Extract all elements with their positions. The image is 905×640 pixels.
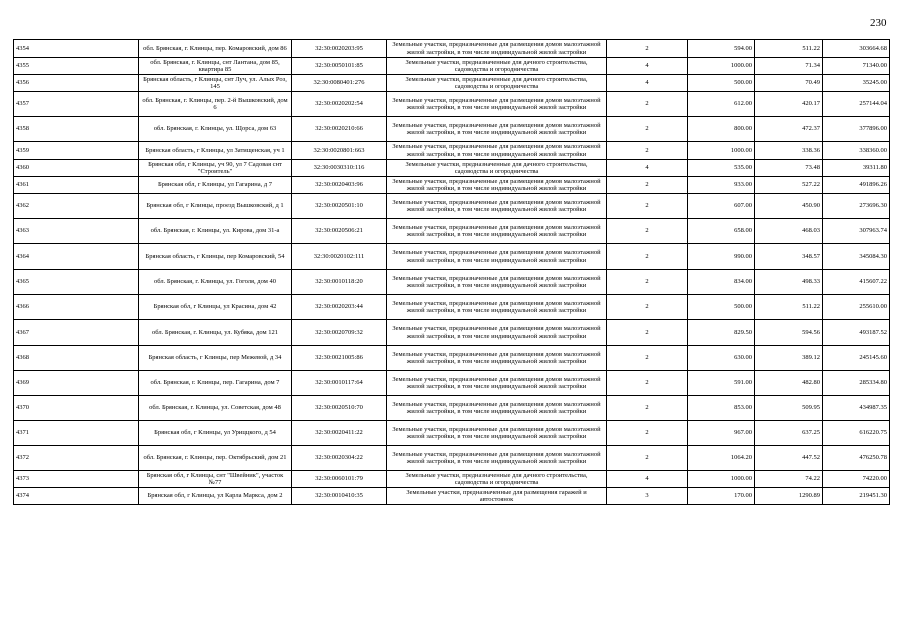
use-group-cell: 2 [607,346,688,371]
table-row [14,219,890,244]
address-cell: Брянская обл, г Клинцы, ул Гагарина, д 7 [139,177,292,194]
area-cell: 829.50 [688,320,755,346]
use-group-cell: 2 [607,40,688,58]
land-use-cell: Земельные участки, предназначенные для размещения домов малоэтажной жилой застройки, в том числе индивидуальной жилой застройки [387,92,607,117]
cadastral-value-cell: 345084.30 [823,244,890,270]
address-cell: Брянская область, г Клинцы, пер Комаровский, 54 [139,244,292,270]
cadastral-number-cell: 32:30:0020510:70 [292,396,387,421]
area-cell: 1000.00 [688,471,755,488]
table-row [14,117,890,142]
table-row [14,194,890,219]
land-use-cell: Земельные участки, предназначенные для размещения домов малоэтажной жилой застройки, в том числе индивидуальной жилой застройки [387,396,607,421]
address-cell: Брянская область, г Клинцы, ул Затищенская, уч 1 [139,142,292,160]
cadastral-number-cell: 32:30:0020709:32 [292,320,387,346]
table-row [14,92,890,117]
specific-value-cell: 348.57 [755,244,823,270]
cadastral-value-cell: 71340.00 [823,58,890,75]
cadastral-number-cell: 32:30:0020501:10 [292,194,387,219]
specific-value-cell: 594.56 [755,320,823,346]
use-group-cell: 4 [607,75,688,92]
table-row [14,346,890,371]
land-use-cell: Земельные участки, предназначенные для размещения домов малоэтажной жилой застройки, в том числе индивидуальной жилой застройки [387,142,607,160]
use-group-cell: 2 [607,446,688,471]
address-cell: обл. Брянская, г. Клинцы, ул. Щорса, дом 63 [139,117,292,142]
cadastral-number-cell: 32:30:0010117:64 [292,371,387,396]
cadastral-number-cell: 32:30:0020202:54 [292,92,387,117]
cadastral-number-cell: 32:30:0020506:21 [292,219,387,244]
row-number-cell: 4362 [14,194,139,219]
cadastral-number-cell: 32:30:0010118:20 [292,270,387,295]
specific-value-cell: 1290.89 [755,488,823,505]
area-cell: 607.00 [688,194,755,219]
cadastral-value-cell: 285334.80 [823,371,890,396]
address-cell: Брянская обл, г Клинцы, проезд Вышковский, д 1 [139,194,292,219]
cadastral-value-cell: 491896.26 [823,177,890,194]
table-body [14,40,890,505]
cadastral-value-cell: 39311.80 [823,160,890,177]
area-cell: 594.00 [688,40,755,58]
row-number-cell: 4374 [14,488,139,505]
table-row [14,58,890,75]
row-number-cell: 4354 [14,40,139,58]
cadastral-value-cell: 338360.00 [823,142,890,160]
use-group-cell: 2 [607,320,688,346]
row-number-cell: 4360 [14,160,139,177]
cadastral-value-cell: 434987.35 [823,396,890,421]
use-group-cell: 2 [607,396,688,421]
table-row [14,40,890,58]
cadastral-number-cell: 32:30:0020403:96 [292,177,387,194]
cadastral-value-cell: 377896.00 [823,117,890,142]
address-cell: Брянская обл, г Клинцы, ул Карла Маркса, дом 2 [139,488,292,505]
area-cell: 967.00 [688,421,755,446]
cadastral-value-cell: 273696.30 [823,194,890,219]
land-use-cell: Земельные участки, предназначенные для размещения домов малоэтажной жилой застройки, в том числе индивидуальной жилой застройки [387,219,607,244]
page-number: 230 [870,17,887,29]
area-cell: 1000.00 [688,142,755,160]
table-row [14,421,890,446]
cadastral-value-cell: 219451.30 [823,488,890,505]
row-number-cell: 4366 [14,295,139,320]
table-row [14,488,890,505]
specific-value-cell: 420.17 [755,92,823,117]
specific-value-cell: 468.03 [755,219,823,244]
land-use-cell: Земельные участки, предназначенные для размещения домов малоэтажной жилой застройки, в том числе индивидуальной жилой застройки [387,117,607,142]
address-cell: Брянская обл, г Клинцы, ул Красина, дом 42 [139,295,292,320]
cadastral-value-cell: 257144.04 [823,92,890,117]
cadastral-number-cell: 32:30:0020203:44 [292,295,387,320]
cadastral-value-cell: 493187.52 [823,320,890,346]
specific-value-cell: 511.22 [755,295,823,320]
use-group-cell: 2 [607,244,688,270]
table-row [14,446,890,471]
row-number-cell: 4369 [14,371,139,396]
address-cell: обл. Брянская, г. Клинцы, снт Лантана, дом 85, квартира 85 [139,58,292,75]
land-use-cell: Земельные участки, предназначенные для дачного строительства, садоводства и огородничества [387,58,607,75]
cadastral-value-cell: 616220.75 [823,421,890,446]
land-use-cell: Земельные участки, предназначенные для размещения домов малоэтажной жилой застройки, в том числе индивидуальной жилой застройки [387,40,607,58]
cadastral-value-cell: 303664.68 [823,40,890,58]
land-use-cell: Земельные участки, предназначенные для размещения домов малоэтажной жилой застройки, в том числе индивидуальной жилой застройки [387,194,607,219]
cadastral-value-cell: 415607.22 [823,270,890,295]
row-number-cell: 4371 [14,421,139,446]
cadastral-number-cell: 32:30:0020102:111 [292,244,387,270]
land-use-cell: Земельные участки, предназначенные для дачного строительства, садоводства и огородничества [387,75,607,92]
specific-value-cell: 73.48 [755,160,823,177]
row-number-cell: 4368 [14,346,139,371]
address-cell: Брянская обл, г Клинцы, уч 90, ул 7 Садовая снт "Строитель" [139,160,292,177]
area-cell: 853.00 [688,396,755,421]
table-row [14,160,890,177]
address-cell: Брянская обл, г Клинцы, ул Уриццкого, д 54 [139,421,292,446]
cadastral-number-cell: 32:30:0080401:276 [292,75,387,92]
row-number-cell: 4355 [14,58,139,75]
cadastral-number-cell: 32:30:0020801:663 [292,142,387,160]
address-cell: Брянская область, г Клинцы, пер Межевой, д 34 [139,346,292,371]
land-use-cell: Земельные участки, предназначенные для размещения домов малоэтажной жилой застройки, в том числе индивидуальной жилой застройки [387,371,607,396]
table-row [14,295,890,320]
land-use-cell: Земельные участки, предназначенные для дачного строительства, садоводства и огородничества [387,471,607,488]
use-group-cell: 2 [607,177,688,194]
address-cell: Брянская область, г Клинцы, снт Луч, ул. Алых Роз, 145 [139,75,292,92]
use-group-cell: 4 [607,160,688,177]
area-cell: 170.00 [688,488,755,505]
use-group-cell: 2 [607,270,688,295]
row-number-cell: 4373 [14,471,139,488]
land-use-cell: Земельные участки, предназначенные для размещения гаражей и автостоянок [387,488,607,505]
land-use-cell: Земельные участки, предназначенные для дачного строительства, садоводства и огородничества [387,160,607,177]
area-cell: 834.00 [688,270,755,295]
land-use-cell: Земельные участки, предназначенные для размещения домов малоэтажной жилой застройки, в том числе индивидуальной жилой застройки [387,244,607,270]
land-use-cell: Земельные участки, предназначенные для размещения домов малоэтажной жилой застройки, в том числе индивидуальной жилой застройки [387,446,607,471]
address-cell: обл. Брянская, г. Клинцы, пер. 2-й Вышковский, дом 6 [139,92,292,117]
area-cell: 1000.00 [688,58,755,75]
cadastral-number-cell: 32:30:0030310:116 [292,160,387,177]
row-number-cell: 4372 [14,446,139,471]
cadastral-number-cell: 32:30:0020411:22 [292,421,387,446]
specific-value-cell: 509.95 [755,396,823,421]
use-group-cell: 2 [607,142,688,160]
use-group-cell: 2 [607,194,688,219]
area-cell: 933.00 [688,177,755,194]
cadastral-number-cell: 32:30:0020203:95 [292,40,387,58]
address-cell: обл. Брянская, г. Клинцы, пер. Гагарина, дом 7 [139,371,292,396]
table-row [14,142,890,160]
address-cell: Брянская обл, г Клинцы, снт "Швейник", участок №77 [139,471,292,488]
row-number-cell: 4359 [14,142,139,160]
table-row [14,244,890,270]
specific-value-cell: 74.22 [755,471,823,488]
use-group-cell: 3 [607,488,688,505]
row-number-cell: 4361 [14,177,139,194]
address-cell: обл. Брянская, г. Клинцы, ул. Кирова, дом 31-а [139,219,292,244]
table-row [14,177,890,194]
area-cell: 630.00 [688,346,755,371]
row-number-cell: 4367 [14,320,139,346]
land-plots-table [13,39,890,505]
cadastral-value-cell: 307963.74 [823,219,890,244]
address-cell: обл. Брянская, г. Клинцы, ул. Советская, дом 48 [139,396,292,421]
row-number-cell: 4358 [14,117,139,142]
table-row [14,396,890,421]
table-row [14,471,890,488]
address-cell: обл. Брянская, г. Клинцы, ул. Кубяка, дом 121 [139,320,292,346]
use-group-cell: 2 [607,371,688,396]
cadastral-number-cell: 32:30:0020304:22 [292,446,387,471]
specific-value-cell: 482.80 [755,371,823,396]
cadastral-value-cell: 255610.00 [823,295,890,320]
cadastral-number-cell: 32:30:0010410:35 [292,488,387,505]
area-cell: 591.00 [688,371,755,396]
table-row [14,320,890,346]
address-cell: обл. Брянская, г. Клинцы, пер. Комаровский, дом 86 [139,40,292,58]
table-row [14,75,890,92]
specific-value-cell: 338.36 [755,142,823,160]
row-number-cell: 4370 [14,396,139,421]
area-cell: 500.00 [688,75,755,92]
row-number-cell: 4364 [14,244,139,270]
land-use-cell: Земельные участки, предназначенные для размещения домов малоэтажной жилой застройки, в том числе индивидуальной жилой застройки [387,346,607,371]
specific-value-cell: 71.34 [755,58,823,75]
cadastral-number-cell: 32:30:0050101:85 [292,58,387,75]
area-cell: 658.00 [688,219,755,244]
land-use-cell: Земельные участки, предназначенные для размещения домов малоэтажной жилой застройки, в том числе индивидуальной жилой застройки [387,421,607,446]
use-group-cell: 4 [607,471,688,488]
area-cell: 500.00 [688,295,755,320]
land-use-cell: Земельные участки, предназначенные для размещения домов малоэтажной жилой застройки, в том числе индивидуальной жилой застройки [387,177,607,194]
specific-value-cell: 450.90 [755,194,823,219]
table-row [14,371,890,396]
specific-value-cell: 498.33 [755,270,823,295]
cadastral-number-cell: 32:30:0021005:86 [292,346,387,371]
use-group-cell: 2 [607,295,688,320]
use-group-cell: 2 [607,421,688,446]
specific-value-cell: 70.49 [755,75,823,92]
row-number-cell: 4365 [14,270,139,295]
area-cell: 535.00 [688,160,755,177]
area-cell: 800.00 [688,117,755,142]
land-use-cell: Земельные участки, предназначенные для размещения домов малоэтажной жилой застройки, в том числе индивидуальной жилой застройки [387,320,607,346]
cadastral-value-cell: 476250.78 [823,446,890,471]
address-cell: обл. Брянская, г. Клинцы, ул. Гоголя, дом 40 [139,270,292,295]
specific-value-cell: 511.22 [755,40,823,58]
use-group-cell: 2 [607,117,688,142]
specific-value-cell: 527.22 [755,177,823,194]
address-cell: обл. Брянская, г. Клинцы, пер. Октябрьский, дом 21 [139,446,292,471]
specific-value-cell: 447.52 [755,446,823,471]
row-number-cell: 4356 [14,75,139,92]
use-group-cell: 2 [607,92,688,117]
land-use-cell: Земельные участки, предназначенные для размещения домов малоэтажной жилой застройки, в том числе индивидуальной жилой застройки [387,270,607,295]
use-group-cell: 2 [607,219,688,244]
row-number-cell: 4363 [14,219,139,244]
area-cell: 612.00 [688,92,755,117]
cadastral-value-cell: 35245.00 [823,75,890,92]
cadastral-value-cell: 245145.60 [823,346,890,371]
cadastral-number-cell: 32:30:0060101:79 [292,471,387,488]
specific-value-cell: 389.12 [755,346,823,371]
row-number-cell: 4357 [14,92,139,117]
table-row [14,270,890,295]
specific-value-cell: 637.25 [755,421,823,446]
area-cell: 990.00 [688,244,755,270]
cadastral-value-cell: 74220.00 [823,471,890,488]
cadastral-number-cell: 32:30:0020210:66 [292,117,387,142]
use-group-cell: 4 [607,58,688,75]
specific-value-cell: 472.37 [755,117,823,142]
area-cell: 1064.20 [688,446,755,471]
land-use-cell: Земельные участки, предназначенные для размещения домов малоэтажной жилой застройки, в том числе индивидуальной жилой застройки [387,295,607,320]
